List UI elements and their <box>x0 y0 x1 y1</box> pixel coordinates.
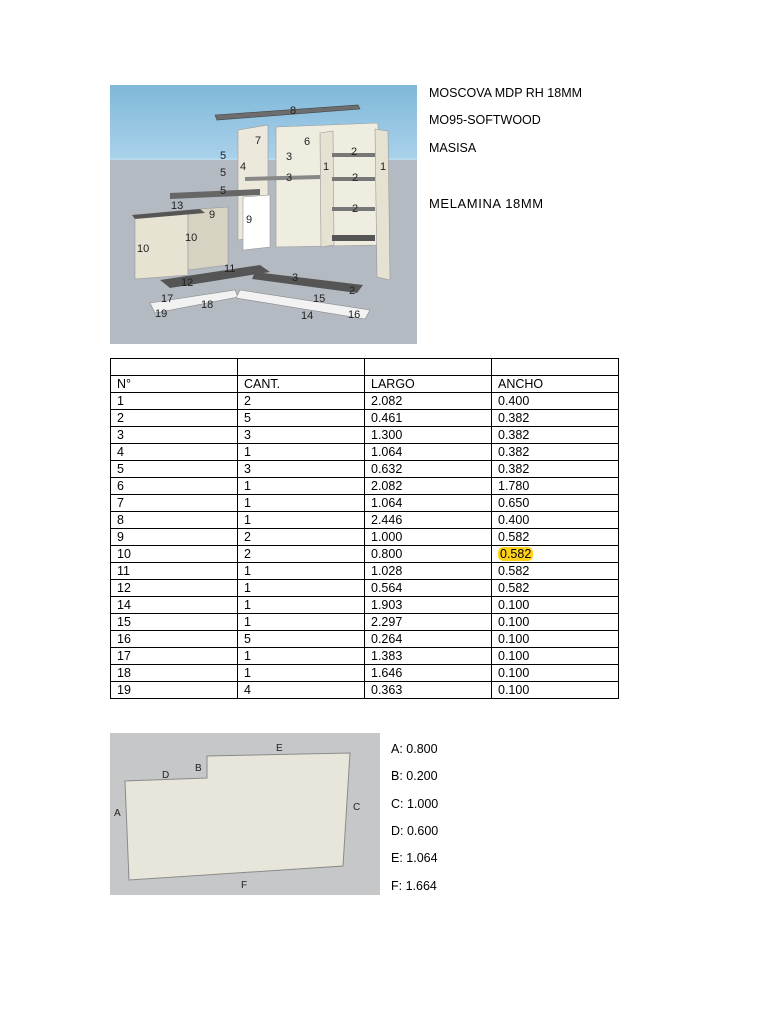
cell-width: 0.100 <box>492 614 619 631</box>
cell-number: 15 <box>111 614 238 631</box>
table-row <box>111 495 619 512</box>
edge-d-label: D <box>162 770 170 781</box>
cell-width: 0.100 <box>492 665 619 682</box>
cell-length: 2.082 <box>365 393 492 410</box>
cell-quantity: 3 <box>238 427 365 444</box>
label-1a: 1 <box>380 161 387 173</box>
dimension-e: E: 1.064 <box>391 851 438 865</box>
cell-quantity: 1 <box>238 478 365 495</box>
parts-table <box>110 358 619 699</box>
table-header-row <box>111 376 619 393</box>
cell-quantity: 1 <box>238 580 365 597</box>
shelf-2d <box>332 235 375 241</box>
cell-width: 0.382 <box>492 461 619 478</box>
label-13: 13 <box>171 200 184 212</box>
cell-length: 1.646 <box>365 665 492 682</box>
dimension-c: C: 1.000 <box>391 797 439 811</box>
table-row <box>111 546 619 563</box>
spec-board: MOSCOVA MDP RH 18MM <box>429 86 583 100</box>
table-row <box>111 478 619 495</box>
label-11: 11 <box>224 263 236 275</box>
dimension-d: D: 0.600 <box>391 824 439 838</box>
label-3c: 3 <box>292 272 299 284</box>
spec-finish: MELAMINA 18MM <box>429 196 544 211</box>
cell-number: 7 <box>111 495 238 512</box>
cell-length: 1.903 <box>365 597 492 614</box>
cell-width: 0.582 <box>492 563 619 580</box>
cell-length: 0.264 <box>365 631 492 648</box>
label-15: 15 <box>313 293 326 305</box>
cell-number: 8 <box>111 512 238 529</box>
label-5a: 5 <box>220 150 227 162</box>
cell-length: 0.461 <box>365 410 492 427</box>
highlighted-value: 0.582 <box>500 547 532 561</box>
cell-width: 0.382 <box>492 410 619 427</box>
label-3b: 3 <box>286 172 293 184</box>
label-9a: 9 <box>209 209 216 221</box>
cell-length: 0.363 <box>365 682 492 699</box>
panel-shape-image <box>110 733 380 895</box>
dimension-b: B: 0.200 <box>391 769 438 783</box>
cell-width: 0.382 <box>492 444 619 461</box>
label-12: 12 <box>181 277 194 289</box>
table-row <box>111 665 619 682</box>
cell-length: 2.446 <box>365 512 492 529</box>
label-1b: 1 <box>323 161 330 173</box>
table-row <box>111 597 619 614</box>
label-8: 8 <box>290 105 297 117</box>
cell-number: 10 <box>111 546 238 563</box>
cell-width: 0.582 <box>492 529 619 546</box>
table-row <box>111 444 619 461</box>
cell-width: 0.100 <box>492 682 619 699</box>
label-2a: 2 <box>351 146 358 158</box>
label-16: 16 <box>348 309 361 321</box>
table-row <box>111 512 619 529</box>
table-row <box>111 631 619 648</box>
furniture-model-drawing <box>110 85 417 344</box>
panel-shape-drawing <box>110 733 380 895</box>
label-5b: 5 <box>220 167 227 179</box>
edge-b-label: B <box>195 763 202 774</box>
panel-1-right <box>375 129 390 280</box>
cell-length: 1.064 <box>365 495 492 512</box>
spec-model: MO95-SOFTWOOD <box>429 113 541 127</box>
panel-8 <box>215 105 360 120</box>
label-6: 6 <box>304 136 311 148</box>
cell-length: 1.383 <box>365 648 492 665</box>
cell-length: 1.000 <box>365 529 492 546</box>
label-2c: 2 <box>352 203 359 215</box>
table-row <box>111 529 619 546</box>
cell-length: 0.564 <box>365 580 492 597</box>
cell-quantity: 2 <box>238 529 365 546</box>
cell-quantity: 1 <box>238 665 365 682</box>
cell-width <box>492 546 619 563</box>
cell-number: 12 <box>111 580 238 597</box>
label-19: 19 <box>155 308 168 320</box>
cell-number: 1 <box>111 393 238 410</box>
table-row <box>111 393 619 410</box>
label-9b: 9 <box>246 214 253 226</box>
panel-shape <box>125 753 350 880</box>
spec-brand: MASISA <box>429 141 477 155</box>
cell-number: 2 <box>111 410 238 427</box>
label-7: 7 <box>255 135 262 147</box>
furniture-model-image <box>110 85 417 344</box>
cell-number: 16 <box>111 631 238 648</box>
cell-width: 0.400 <box>492 393 619 410</box>
dimension-a: A: 0.800 <box>391 742 438 756</box>
header-length: LARGO <box>365 376 492 393</box>
cell-width: 0.100 <box>492 631 619 648</box>
cell-number: 17 <box>111 648 238 665</box>
dimension-f: F: 1.664 <box>391 879 437 893</box>
table-row <box>111 580 619 597</box>
cell-number: 4 <box>111 444 238 461</box>
label-14: 14 <box>301 310 314 322</box>
edge-a-label: A <box>114 808 121 819</box>
label-2b: 2 <box>352 172 359 184</box>
cell-number: 6 <box>111 478 238 495</box>
cell-quantity: 3 <box>238 461 365 478</box>
table-row <box>111 563 619 580</box>
edge-e-label: E <box>276 743 283 754</box>
cell-quantity: 4 <box>238 682 365 699</box>
edge-f-label: F <box>241 880 248 891</box>
cell-quantity: 1 <box>238 512 365 529</box>
cell-number: 18 <box>111 665 238 682</box>
label-2d: 2 <box>349 285 356 297</box>
panel-1-middle <box>320 131 334 247</box>
table-row <box>111 648 619 665</box>
cell-length: 0.632 <box>365 461 492 478</box>
cell-number: 19 <box>111 682 238 699</box>
cell-number: 11 <box>111 563 238 580</box>
cell-width: 0.582 <box>492 580 619 597</box>
cell-length: 2.082 <box>365 478 492 495</box>
label-10a: 10 <box>137 243 150 255</box>
cell-quantity: 1 <box>238 495 365 512</box>
cell-quantity: 1 <box>238 648 365 665</box>
label-5c: 5 <box>220 185 227 197</box>
cell-quantity: 1 <box>238 614 365 631</box>
header-width: ANCHO <box>492 376 619 393</box>
table-row <box>111 614 619 631</box>
cell-length: 1.064 <box>365 444 492 461</box>
cell-quantity: 1 <box>238 597 365 614</box>
cell-quantity: 5 <box>238 410 365 427</box>
cell-width: 0.100 <box>492 648 619 665</box>
cell-width: 0.100 <box>492 597 619 614</box>
cell-length: 1.028 <box>365 563 492 580</box>
cell-quantity: 2 <box>238 393 365 410</box>
cell-quantity: 1 <box>238 563 365 580</box>
header-quantity: CANT. <box>238 376 365 393</box>
label-3a: 3 <box>286 151 293 163</box>
cell-width: 0.650 <box>492 495 619 512</box>
cell-number: 3 <box>111 427 238 444</box>
table-row <box>111 410 619 427</box>
cell-number: 14 <box>111 597 238 614</box>
cell-number: 5 <box>111 461 238 478</box>
table-row <box>111 427 619 444</box>
cell-length: 2.297 <box>365 614 492 631</box>
label-18: 18 <box>201 299 214 311</box>
table-row <box>111 461 619 478</box>
cell-length: 1.300 <box>365 427 492 444</box>
label-4: 4 <box>240 161 247 173</box>
label-10b: 10 <box>185 232 198 244</box>
cell-width: 0.400 <box>492 512 619 529</box>
cell-quantity: 5 <box>238 631 365 648</box>
label-17: 17 <box>161 293 174 305</box>
table-row <box>111 682 619 699</box>
table-blank-row <box>111 359 619 376</box>
cell-width: 1.780 <box>492 478 619 495</box>
cell-width: 0.382 <box>492 427 619 444</box>
header-number: N° <box>111 376 238 393</box>
edge-c-label: C <box>353 802 361 813</box>
cell-number: 9 <box>111 529 238 546</box>
cell-length: 0.800 <box>365 546 492 563</box>
cell-quantity: 2 <box>238 546 365 563</box>
cell-quantity: 1 <box>238 444 365 461</box>
